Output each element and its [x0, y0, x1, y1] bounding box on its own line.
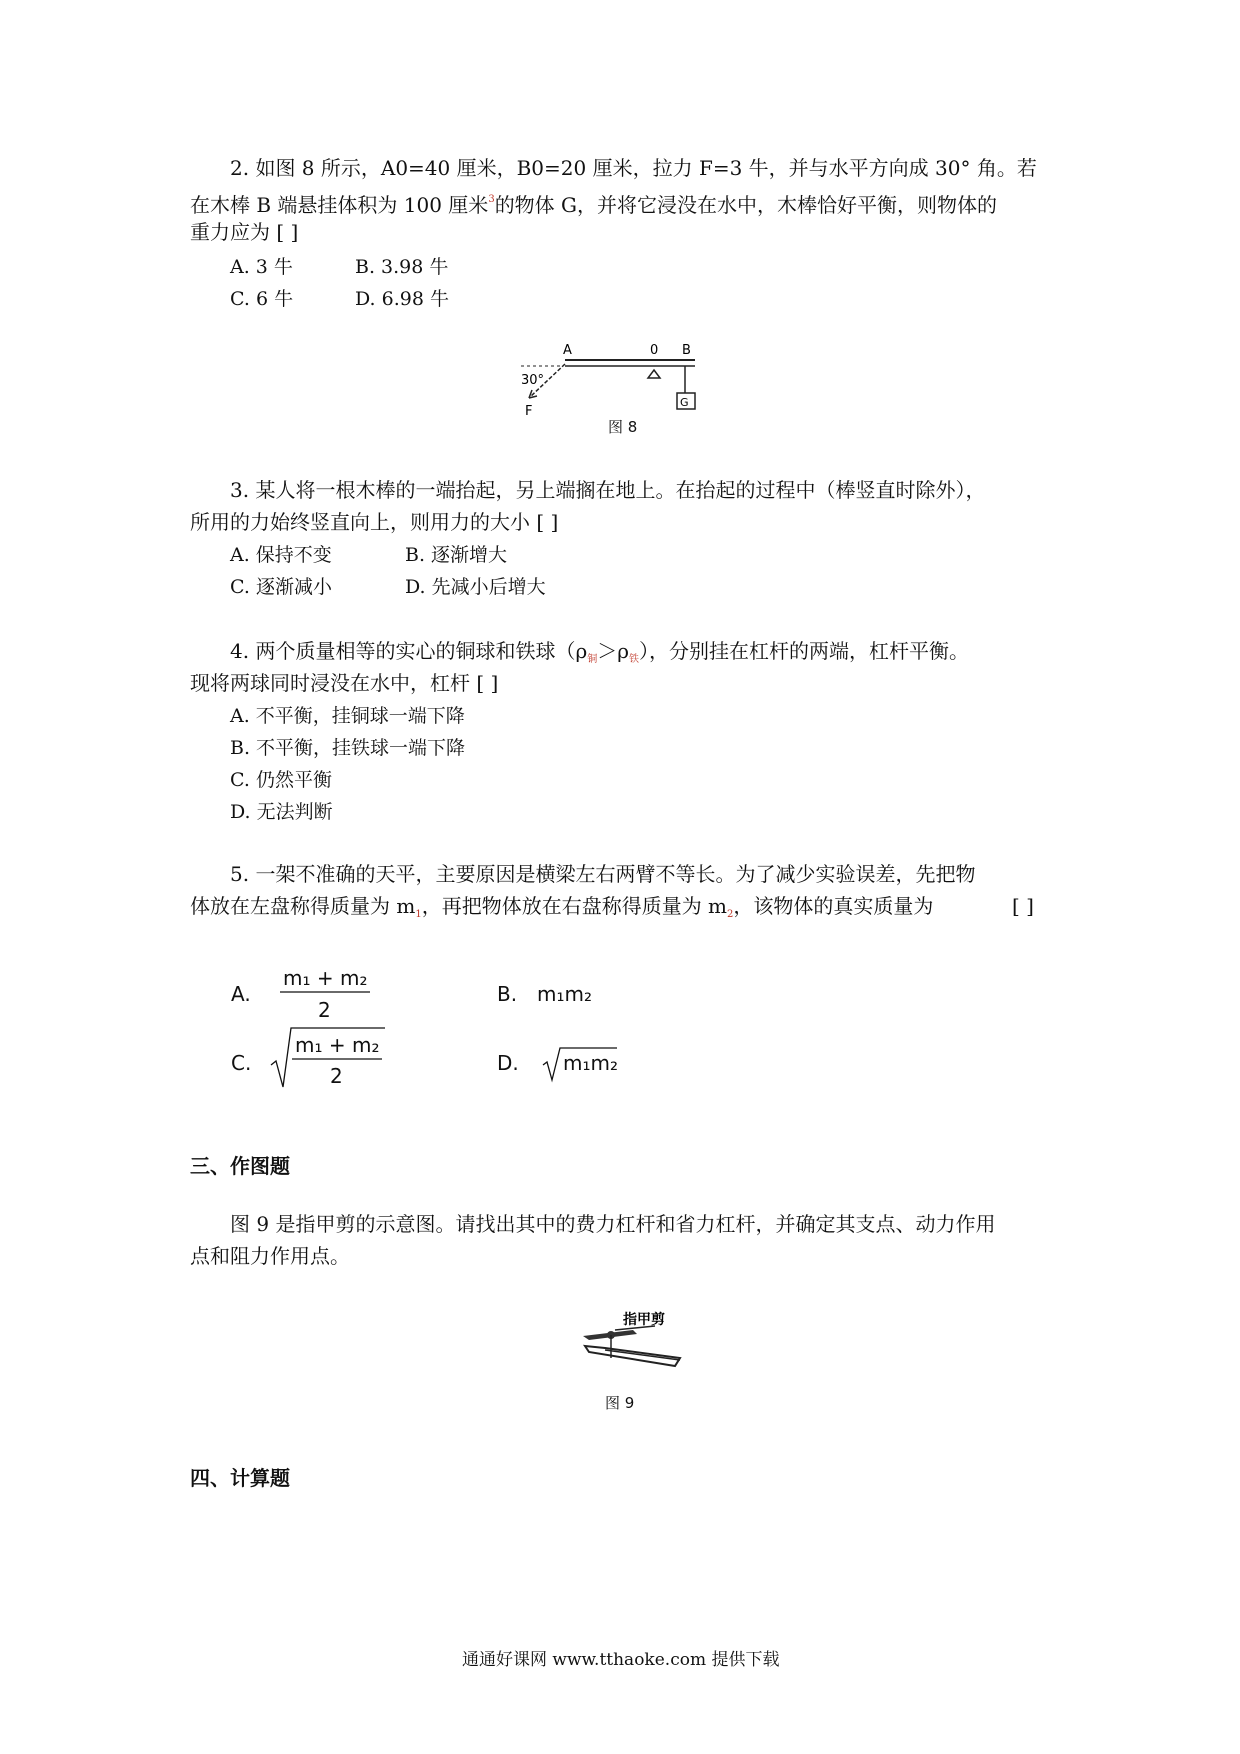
label-b: B	[682, 343, 691, 358]
q5-option-c-denominator: 2	[330, 1064, 343, 1088]
section-3-title: 三、作图题	[190, 1154, 290, 1178]
q5-option-b-label: B.	[497, 982, 518, 1006]
q4-line-1-b: ），分别挂在杠杆的两端，杠杆平衡。	[638, 639, 969, 663]
q4-subscript-iron: 铁	[628, 654, 639, 665]
q3-option-b: B. 逐渐增大	[405, 544, 508, 566]
q2-line-2	[190, 184, 997, 221]
q4-option-d: D. 无法判断	[230, 801, 333, 823]
q2-option-a: A. 3 牛	[230, 256, 293, 278]
q2-option-c: C. 6 牛	[230, 288, 294, 310]
label-g: G	[680, 396, 689, 409]
q4-option-b: B. 不平衡，挂铁球一端下降	[230, 737, 466, 759]
q5-line-1: 5. 一架不准确的天平，主要原因是横梁左右两臂不等长。为了减少实验误差，先把物	[230, 862, 976, 886]
q5-line-2-c: ，该物体的真实质量为	[733, 894, 934, 918]
label-f: F	[525, 404, 533, 419]
q2-option-b: B. 3.98 牛	[355, 256, 449, 278]
q5-option-b-expression: m₁m₂	[537, 982, 592, 1006]
q4-subscript-copper: 铜	[587, 654, 598, 665]
label-a: A	[563, 343, 572, 358]
q2-superscript: 3	[488, 194, 495, 205]
q5-subscript-1: 1	[415, 909, 422, 920]
q3-line-2: 所用的力始终竖直向上，则用力的大小 [ ]	[190, 510, 559, 534]
q3-option-c: C. 逐渐减小	[230, 576, 332, 598]
q2-option-d: D. 6.98 牛	[355, 288, 449, 310]
clipper-lower-body	[585, 1346, 680, 1366]
q5-formula-options	[225, 955, 695, 1090]
figure-8-caption: 图 8	[608, 418, 638, 436]
q5-line-2	[190, 890, 933, 931]
q4-line-1-mid: ＞ρ	[597, 639, 629, 663]
q3-option-d: D. 先减小后增大	[405, 576, 546, 598]
figure-9-nail-clipper	[575, 1310, 695, 1390]
q5-subscript-2: 2	[727, 909, 734, 920]
q5-option-c-label: C.	[231, 1051, 252, 1075]
q4-option-a: A. 不平衡，挂铜球一端下降	[230, 705, 465, 727]
page-footer: 通通好课网 www.tthaoke.com 提供下载	[462, 1650, 780, 1670]
section-3-line-1: 图 9 是指甲剪的示意图。请找出其中的费力杠杆和省力杠杆，并确定其支点、动力作用	[230, 1212, 996, 1236]
section-4-title: 四、计算题	[190, 1466, 290, 1490]
q4-line-2: 现将两球同时浸没在水中，杠杆 [ ]	[190, 671, 499, 695]
q4-line-1-a: 4. 两个质量相等的实心的铜球和铁球（ρ	[230, 639, 588, 663]
q5-line-2-b: ，再把物体放在右盘称得质量为 m	[421, 894, 728, 918]
q3-option-a: A. 保持不变	[230, 544, 332, 566]
q5-option-a-numerator: m₁ + m₂	[283, 966, 368, 990]
q5-option-a-label: A.	[231, 982, 251, 1006]
q5-option-d-label: D.	[497, 1051, 519, 1075]
label-angle: 30°	[521, 373, 545, 388]
q5-line-2-a: 体放在左盘称得质量为 m	[190, 894, 416, 918]
q5-option-a-denominator: 2	[318, 998, 331, 1022]
q2-line-2-b: 的物体 G，并将它浸没在水中，木棒恰好平衡，则物体的	[494, 193, 998, 217]
q4-option-c: C. 仍然平衡	[230, 769, 332, 791]
figure-9-caption: 图 9	[605, 1394, 635, 1412]
label-o: 0	[650, 343, 659, 358]
q5-option-d-expression: m₁m₂	[563, 1051, 618, 1075]
section-3-line-2: 点和阻力作用点。	[190, 1244, 350, 1268]
q3-line-1: 3. 某人将一根木棒的一端抬起，另上端搁在地上。在抬起的过程中（棒竖直时除外），	[230, 478, 986, 502]
q2-line-2-a: 在木棒 B 端悬挂体积为 100 厘米	[190, 193, 489, 217]
q5-option-c-numerator: m₁ + m₂	[295, 1033, 380, 1057]
figure-9-label: 指甲剪	[623, 1312, 665, 1328]
q2-line-1: 2. 如图 8 所示，A0=40 厘米，B0=20 厘米，拉力 F=3 牛，并与水平方向成 30° 角。若	[230, 156, 1037, 180]
clipper-lever-line	[605, 1350, 680, 1360]
q2-line-3: 重力应为 [ ]	[190, 220, 299, 244]
q5-answer-bracket: [ ]	[1012, 894, 1034, 918]
fulcrum-triangle	[648, 370, 660, 378]
